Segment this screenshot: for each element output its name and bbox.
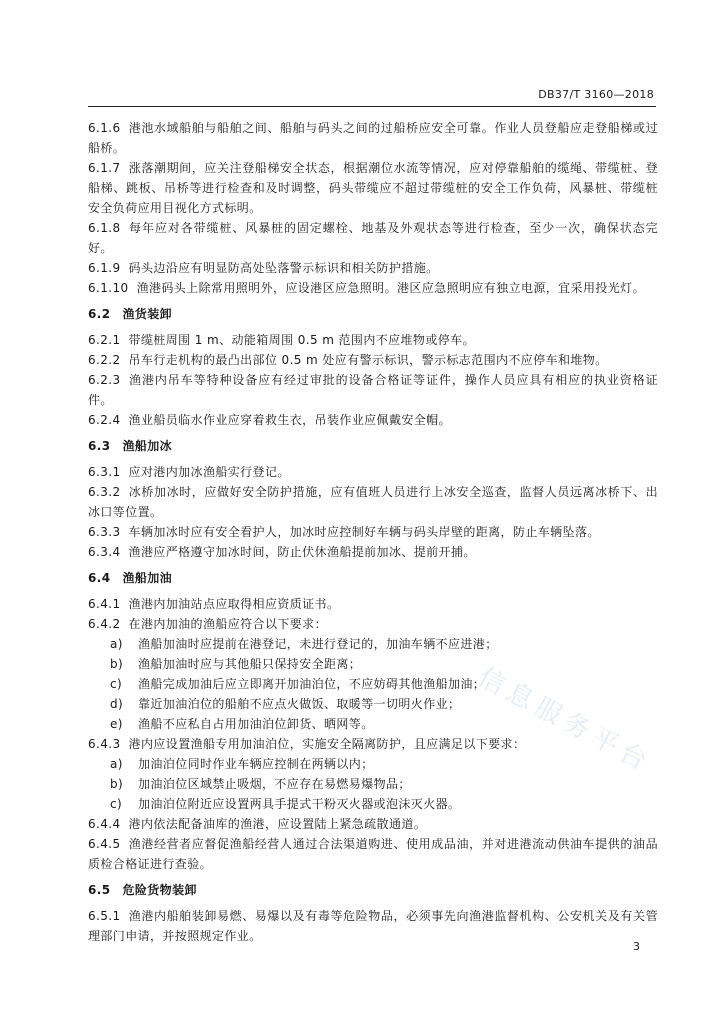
- clause-6-1-9: 6.1.9 码头边沿应有明显防高处坠落警示标识和相关防护措施。: [88, 261, 439, 275]
- clause-6-2-2: 6.2.2 吊车行走机构的最凸出部位 0.5 m 处应有警示标识，警示标志范围内不应停车和堆物。: [88, 353, 608, 367]
- clause-6-2-4: 6.2.4 渔业船员临水作业应穿着救生衣，吊装作业应佩戴安全帽。: [88, 413, 451, 427]
- section-heading-6-3: 6.3 渔船加冰: [88, 439, 173, 453]
- list-item: b) 渔船加油时应与其他船只保持安全距离；: [110, 657, 362, 671]
- section-heading-6-2: 6.2 渔货装卸: [88, 307, 173, 321]
- watermark: 信息服务平台: [473, 662, 657, 780]
- clause-6-3-2: 6.3.2 冰桥加冰时，应做好安全防护措施，应有值班人员进行上冰安全巡查，监督人员远离冰桥下、出冰口等位置。: [88, 485, 658, 519]
- clause-6-2-1: 6.2.1 带缆桩周围 1 m、动能箱周围 0.5 m 范围内不应堆物或停车。: [88, 333, 475, 347]
- clause-6-4-1: 6.4.1 渔港内加油站点应取得相应资质证书。: [88, 597, 340, 611]
- list-item: d) 靠近加油泊位的船舶不应点火做饭、取暖等一切明火作业；: [110, 697, 461, 711]
- clause-6-3-1: 6.3.1 应对港内加冰渔船实行登记。: [88, 465, 290, 479]
- section-heading-6-4: 6.4 渔船加油: [88, 571, 173, 585]
- clause-6-4-3: 6.4.3 港内应设置渔船专用加油泊位，实施安全隔离防护，且应满足以下要求：: [88, 737, 526, 751]
- section-heading-6-5: 6.5 危险货物装卸: [88, 883, 197, 897]
- clause-6-2-3: 6.2.3 渔港内吊车等特种设备应有经过审批的设备合格证等证件，操作人员应具有相应的执业资格证件。: [88, 373, 658, 407]
- clause-6-4-4: 6.4.4 港内依法配备油库的渔港，应设置陆上紧急疏散通道。: [88, 817, 427, 831]
- clause-6-4-2: 6.4.2 在港内加油的渔船应符合以下要求：: [88, 617, 327, 631]
- list-item: c) 加油泊位附近应设置两具手提式干粉灭火器或泡沫灭火器。: [110, 797, 461, 811]
- document-body: [88, 118, 658, 946]
- list-6-4-3: [88, 754, 658, 814]
- clause-6-1-10: 6.1.10 渔港码头上除常用照明外，应设港区应急照明。港区应急照明应有独立电源，宜采用投光灯。: [88, 281, 645, 295]
- clause-6-3-4: 6.3.4 渔港应严格遵守加冰时间，防止伏休渔船提前加冰、提前开捕。: [88, 545, 476, 559]
- clause-6-5-1: 6.5.1 渔港内船舶装卸易燃、易爆以及有毒等危险物品，必须事先向渔港监督机构、公安机关及有关管理部门申请，并按照规定作业。: [88, 909, 658, 943]
- clause-6-3-3: 6.3.3 车辆加冰时应有安全看护人，加冰时应控制好车辆与码头岸壁的距离，防止车辆坠落。: [88, 525, 600, 539]
- clause-6-1-7: 6.1.7 涨落潮期间，应关注登船梯安全状态，根据潮位水流等情况，应对停靠船舶的缆绳、带缆桩、登船梯、跳板、吊桥等进行检查和及时调整，码头带缆应不超过带缆桩的安全工作负荷，风暴桩、带缆桩安全负荷应用目视化方式标明。: [88, 161, 658, 215]
- list-item: a) 加油泊位同时作业车辆应控制在两辆以内；: [110, 757, 374, 771]
- header-rule: [88, 106, 656, 107]
- list-item: a) 渔船加油时应提前在港登记，未进行登记的，加油车辆不应进港；: [110, 637, 498, 651]
- clause-6-4-5: 6.4.5 渔港经营者应督促渔船经营人通过合法渠道购进、使用成品油，并对进港流动供油车提供的油品质检合格证进行查验。: [88, 837, 658, 871]
- clause-6-1-8: 6.1.8 每年应对各带缆桩、风暴桩的固定螺栓、地基及外观状态等进行检查，至少一次，确保状态完好。: [88, 221, 658, 255]
- list-item: b) 加油泊位区域禁止吸烟，不应存在易燃易爆物品；: [110, 777, 411, 791]
- standard-code-header: DB37/T 3160—2018: [538, 88, 654, 101]
- page-number: 3: [633, 940, 640, 953]
- list-item: e) 渔船不应私自占用加油泊位卸货、晒网等。: [110, 717, 374, 731]
- list-item: c) 渔船完成加油后应立即离开加油泊位，不应妨碍其他渔船加油；: [110, 677, 486, 691]
- clause-6-1-6: 6.1.6 港池水域船舶与船舶之间、船舶与码头之间的过船桥应安全可靠。作业人员登船应走登船梯或过船桥。: [88, 121, 658, 155]
